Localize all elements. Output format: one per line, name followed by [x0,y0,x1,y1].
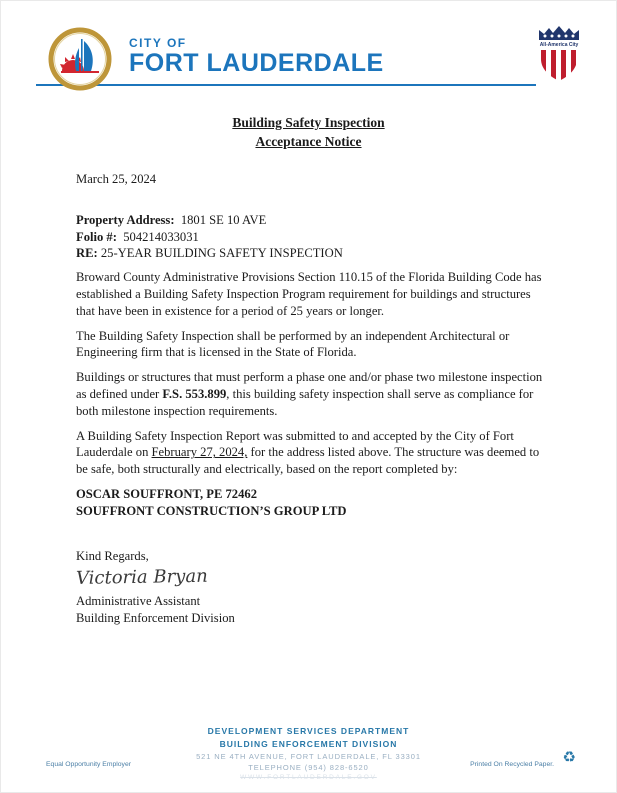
paragraph-4-post: for the address listed above. The structure was deemed to be safe, both structurally and electrically, based on the report completed by: [76,445,540,477]
engineer-company: SOUFFRONT CONSTRUCTION’S GROUP LTD [76,503,347,518]
re-value: 25-YEAR BUILDING SAFETY INSPECTION [100,246,343,261]
footer-phone: TELEPHONE (954) 828-6520 [248,763,369,772]
footer-department: DEVELOPMENT SERVICES DEPARTMENT [207,726,410,736]
letter-date: March 25, 2024 [76,172,157,186]
paragraph-3-pre: Buildings or structures that must perform a phase one and/or phase two milestone inspection as defined under [76,370,543,401]
footer-block [1,725,616,783]
recycle-icon: ♻ [562,750,576,766]
re-row [76,245,543,262]
paragraph-4-pre: A Building Safety Inspection Report was submitted to and accepted by the City of Fort Lauderdale on [76,428,514,460]
property-address-label: Property Address: [76,212,175,227]
logo-wordmark [129,37,384,77]
title-line-2: Acceptance Notice [255,134,362,149]
paragraph-3 [76,369,543,419]
paragraph-4 [76,428,543,478]
statute-reference: F.S. 553.899 [162,386,227,401]
property-address-value: 1801 SE 10 AVE [180,212,267,227]
signer-role: Administrative Assistant [76,594,201,609]
engineer-block [76,486,543,520]
handwritten-signature: Victoria Bryan [75,566,208,590]
fort-lauderdale-seal-icon [47,26,113,92]
folio-label: Folio #: [76,229,117,244]
folio-row [76,229,543,246]
svg-text:All-America City: All-America City [539,42,579,48]
folio-value: 504214033031 [123,229,199,244]
equal-opportunity-note: Equal Opportunity Employer [46,761,132,768]
paragraph-2: The Building Safety Inspection shall be performed by an independent Architectural or Engineering firm that is licensed in the State of Florida. [76,328,510,360]
footer-website: WWW.FORTLAUDERDALE.GOV [240,774,377,781]
re-label: RE: [76,246,98,261]
paragraph-3-post: , this building safety inspection shall serve as compliance for both milestone inspection requirements. [76,386,534,418]
letter-body [76,171,543,627]
acceptance-date: February 27, 2024, [151,445,248,460]
city-of-label: CITY OF [129,36,187,50]
footer-address: 521 NE 4TH AVENUE, FORT LAUDERDALE, FL 33301 [196,752,421,761]
recycled-paper-note: Printed On Recycled Paper. [470,761,554,768]
city-name-label: FORT LAUDERDALE [129,49,384,77]
title-line-1: Building Safety Inspection [232,115,385,130]
letterhead [1,1,616,96]
property-info-block [76,212,543,262]
signer-division: Building Enforcement Division [76,611,235,626]
all-america-city-badge-icon [536,24,582,84]
paragraph-1: Broward County Administrative Provisions Section 110.15 of the Florida Building Code has established a Building Safety Inspection Program requirement for buildings and structures that have been in existence for a period of 25 years or longer. [76,270,542,318]
footer-division: BUILDING ENFORCEMENT DIVISION [219,739,398,749]
document-title [1,113,616,151]
closing-salutation: Kind Regards, [76,548,149,563]
engineer-name: OSCAR SOUFFRONT, PE 72462 [76,486,257,501]
property-address-row [76,212,543,229]
